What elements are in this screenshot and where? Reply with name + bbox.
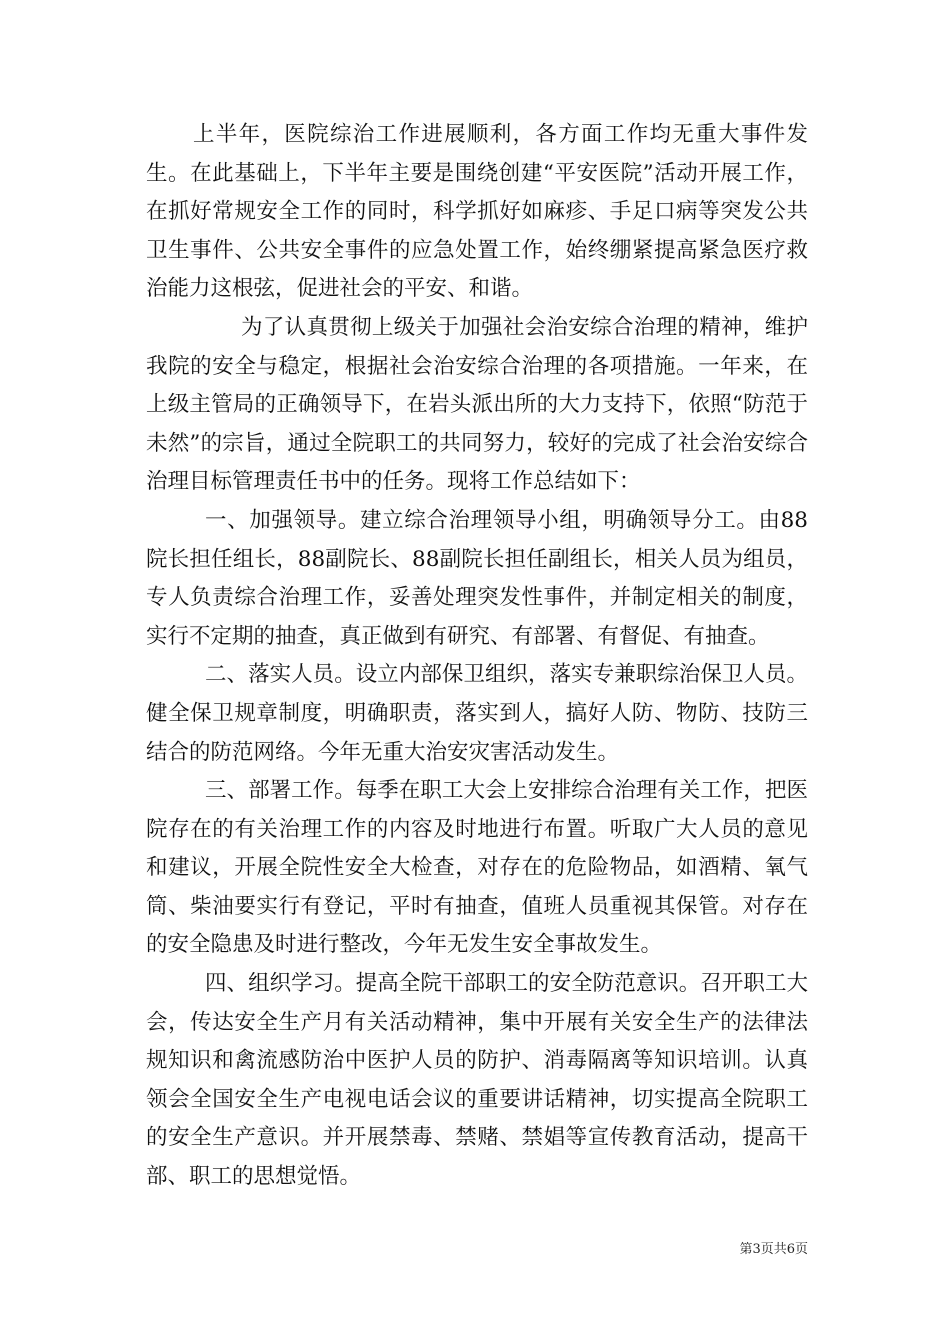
paragraph-study: 四、组织学习。提高全院干部职工的安全防范意识。召开职工大会，传达安全生产月有关活动精神，集中开展有关安全生产的法律法规知识和禽流感防治中医护人员的防护、消毒隔离等知识培训。认真领会全国安全生产电视电话会议的重要讲话精神，切实提高全院职工的安全生产意识。并开展禁毒、禁赌、禁娼等宣传教育活动，提高干部、职工的思想觉悟。 — [146, 971, 808, 1190]
paragraph-deployment: 三、部署工作。每季在职工大会上安排综合治理有关工作，把医院存在的有关治理工作的内容及时地进行布置。听取广大人员的意见和建议，开展全院性安全大检查，对存在的危险物品，如酒精、氧气筒、柴油要实行有登记，平时有抽查，值班人员重视其保管。对存在的安全隐患及时进行整改，今年无发生安全事故发生。 — [146, 778, 808, 958]
paragraph-summary-intro: 上半年，医院综治工作进展顺利，各方面工作均无重大事件发生。在此基础上，下半年主要是围绕创建“平安医院”活动开展工作，在抓好常规安全工作的同时，科学抓好如麻疹、手足口病等突发公共卫生事件、公共安全事件的应急处置工作，始终绷紧提高紧急医疗救治能力这根弦，促进社会的平安、和谐。 — [146, 122, 808, 302]
paragraph-personnel: 二、落实人员。设立内部保卫组织，落实专兼职综治保卫人员。健全保卫规章制度，明确职责，落实到人，搞好人防、物防、技防三结合的防范网络。今年无重大治安灾害活动发生。 — [146, 662, 808, 765]
page-number: 第3页共6页 — [739, 1242, 808, 1257]
paragraph-purpose: 为了认真贯彻上级关于加强社会治安综合治理的精神，维护我院的安全与稳定，根据社会治安综合治理的各项措施。一年来，在上级主管局的正确领导下，在岩头派出所的大力支持下，依照“防范于未然”的宗旨，通过全院职工的共同努力，较好的完成了社会治安综合治理目标管理责任书中的任务。现将工作总结如下： — [146, 314, 808, 495]
document-body — [146, 116, 808, 1197]
paragraph-leadership: 一、加强领导。建立综合治理领导小组，明确领导分工。由88院长担任组长，88副院长、88副院长担任副组长，相关人员为组员，专人负责综合治理工作，妥善处理突发性事件，并制定相关的制度，实行不定期的抽查，真正做到有研究、有部署、有督促、有抽查。 — [146, 507, 808, 649]
